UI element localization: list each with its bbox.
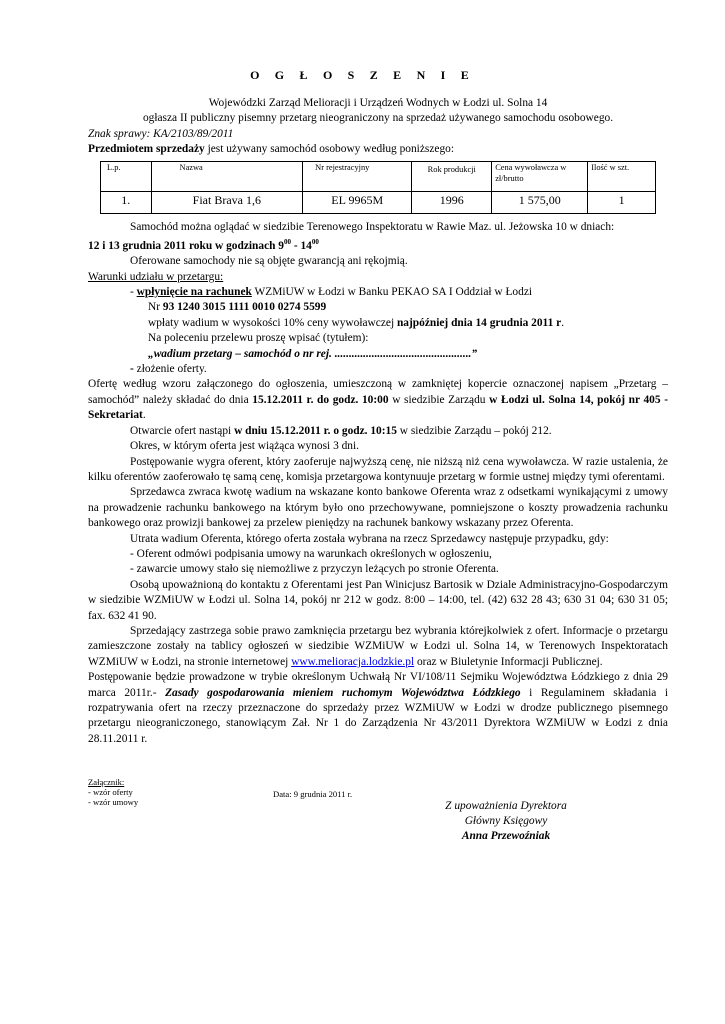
cell-registration: EL 9965M <box>303 191 412 213</box>
reservation-paragraph: Sprzedający zastrzega sobie prawo zamknięcia przetargu bez wybrania którejkolwiek z ofert. Informacje o przetargu zamieszczone zostały na tablicy ogłoszeń w siedzibie WZMiUW w Łodzi ul. Solna 14, w Terenowych Inspektoratach WZMiUW w Łodzi, na stronie internetowej www.melioracja.lodzkie.pl oraz w Biuletynie Informacji Publicznej. <box>88 624 668 668</box>
issuer-line: Wojewódzki Zarząd Melioracji i Urządzeń Wodnych w Łodzi ul. Solna 14 <box>208 97 548 109</box>
transfer-note: Na poleceniu przelewu proszę wpisać (tytułem): <box>148 332 369 345</box>
offer-line: - złożenie oferty. <box>130 363 207 376</box>
subject-line: Przedmiotem sprzedaży jest używany samochód osobowy według poniższego: <box>88 143 455 156</box>
inspection-text: Samochód można oglądać w siedzibie Terenowego Inspektoratu w Rawie Maz. ul. Jeżowska 10 w dniach: <box>130 220 615 233</box>
refund-paragraph: Sprzedawca zwraca kwotę wadium na wskazane konto bankowe Oferenta wraz z odsetkami wynikającymi z umowy na prowadzenie rachunku bankowego na którym było ono przechowywane, pomniejszone o koszty prowadzenia rachunku bankowego oraz prowizji bankowej za przelew pieniędzy na rachunek bankowy wskazany przez Oferenta. <box>88 486 668 530</box>
contact-paragraph: Osobą upoważnioną do kontaktu z Oferentami jest Pan Winicjusz Bartosik w Dziale Administracyjno-Gospodarczym w siedzibie WZMiUW w Łodzi ul. Solna 14, pokój nr 212 w godz. 8:00 – 14:00, tel. (42) 632 28 43; 630 31 04; 630 31 05; fax. 632 41 90. <box>88 578 668 622</box>
cell-price: 1 575,00 <box>492 191 588 213</box>
table-row <box>101 191 656 213</box>
header-registration: Nr rejestracyjny <box>303 161 412 191</box>
header-quantity: Ilość w szt. <box>588 161 656 191</box>
bank-line: - wpłynięcie na rachunek WZMiUW w Łodzi w Banku PEKAO SA I Oddział w Łodzi <box>130 286 533 299</box>
signature-name: Anna Przewoźniak <box>461 830 551 842</box>
no-warranty: Oferowane samochody nie są objęte gwarancją ani rękojmią. <box>130 255 408 268</box>
website-link[interactable]: www.melioracja.lodzkie.pl <box>291 655 415 668</box>
deposit-line: wpłaty wadium w wysokości 10% ceny wywoławczej najpóźniej dnia 14 grudnia 2011 r. <box>148 316 565 329</box>
document-date: Data: 9 grudnia 2011 r. <box>273 789 353 799</box>
cell-name: Fiat Brava 1,6 <box>151 191 303 213</box>
signature-position: Główny Księgowy <box>464 815 548 827</box>
forfeit-item: - zawarcie umowy stało się niemożliwe z przyczyn leżących po stronie Oferenta. <box>130 563 499 576</box>
winner-paragraph: Postępowanie wygra oferent, który zaoferuje najwyższą cenę, nie niższą niż cena wywoławcza. W razie ustalenia, że kilku oferentów zaoferowało tę samą cenę, komisja przetargowa kontynuuje przetarg w formie ustnej między tymi oferentami. <box>88 455 668 483</box>
vehicle-table <box>100 161 656 214</box>
inspection-dates: 12 i 13 grudnia 2011 roku w godzinach $9^{00} - 14^{00}$ <box>88 238 319 252</box>
attachment-item: - wzór oferty <box>88 787 133 797</box>
account-line: Nr 93 1240 3015 1111 0010 0274 5599 <box>148 301 327 314</box>
document-title: O G Ł O S Z E N I E <box>250 68 475 82</box>
header-price: Cena wywoławcza w zł/brutto <box>492 161 588 191</box>
announcement-line: ogłasza II publiczny pisemny przetarg nieograniczony na sprzedaż używanego samochodu osobowego. <box>142 112 614 125</box>
attachments-label: Załącznik: <box>88 777 125 787</box>
header-year: Rok produkcji <box>412 161 492 191</box>
opening-paragraph: Otwarcie ofert nastąpi w dniu 15.12.2011 r. o godz. 10:15 w siedzibie Zarządu – pokój 212. <box>130 424 552 437</box>
cell-lp: 1. <box>101 191 152 213</box>
binding-period: Okres, w którym oferta jest wiążąca wynosi 3 dni. <box>130 440 360 453</box>
cell-year: 1996 <box>412 191 492 213</box>
table-header-row <box>101 161 656 191</box>
conditions-heading: Warunki udziału w przetargu: <box>88 270 224 283</box>
case-number: Znak sprawy: KA/2103/89/2011 <box>88 127 234 140</box>
header-name: Nazwa <box>151 161 303 191</box>
attachment-item: - wzór umowy <box>88 797 139 807</box>
forfeit-paragraph: Utrata wadium Oferenta, którego oferta została wybrana na rzecz Sprzedawcy następuje przypadku, gdy: <box>130 532 609 545</box>
submission-paragraph: Ofertę według wzoru załączonego do ogłoszenia, umieszczoną w zamkniętej kopercie oznaczonej napisem „Przetarg – samochód” należy składać do dnia 15.12.2011 r. do godz. 10:00 w siedzibie Zarządu w Łodzi ul. Solna 14, pokój nr 405 - Sekretariat. <box>88 378 668 422</box>
header-lp: L.p. <box>101 161 152 191</box>
procedure-paragraph: Postępowanie będzie prowadzone w trybie określonym Uchwałą Nr VI/108/11 Sejmiku Województwa Łódzkiego z dnia 29 marca 2011r.- Zasady gospodarowania mieniem ruchomym Województwa Łódzkiego i Regulaminem składania i rozpatrywania ofert na rzeczy przeznaczone do sprzedaży przez WZMiUW w Łodzi w drodze publicznego pisemnego przetargu nieograniczonego, stanowiącym Zał. Nr 1 do Zarządzenia Nr 43/2011 Dyrektora WZMiUW w Łodzi z dnia 28.11.2011 r. <box>88 671 668 745</box>
transfer-title: „wadium przetarg – samochód o nr rej. ................................................” <box>148 347 478 360</box>
forfeit-item: - Oferent odmówi podpisania umowy na warunkach określonych w ogłoszeniu, <box>130 547 492 560</box>
cell-quantity: 1 <box>588 191 656 213</box>
signature-block <box>406 799 606 844</box>
attachments <box>88 777 288 807</box>
signature-authority: Z upoważnienia Dyrektora <box>445 800 567 812</box>
